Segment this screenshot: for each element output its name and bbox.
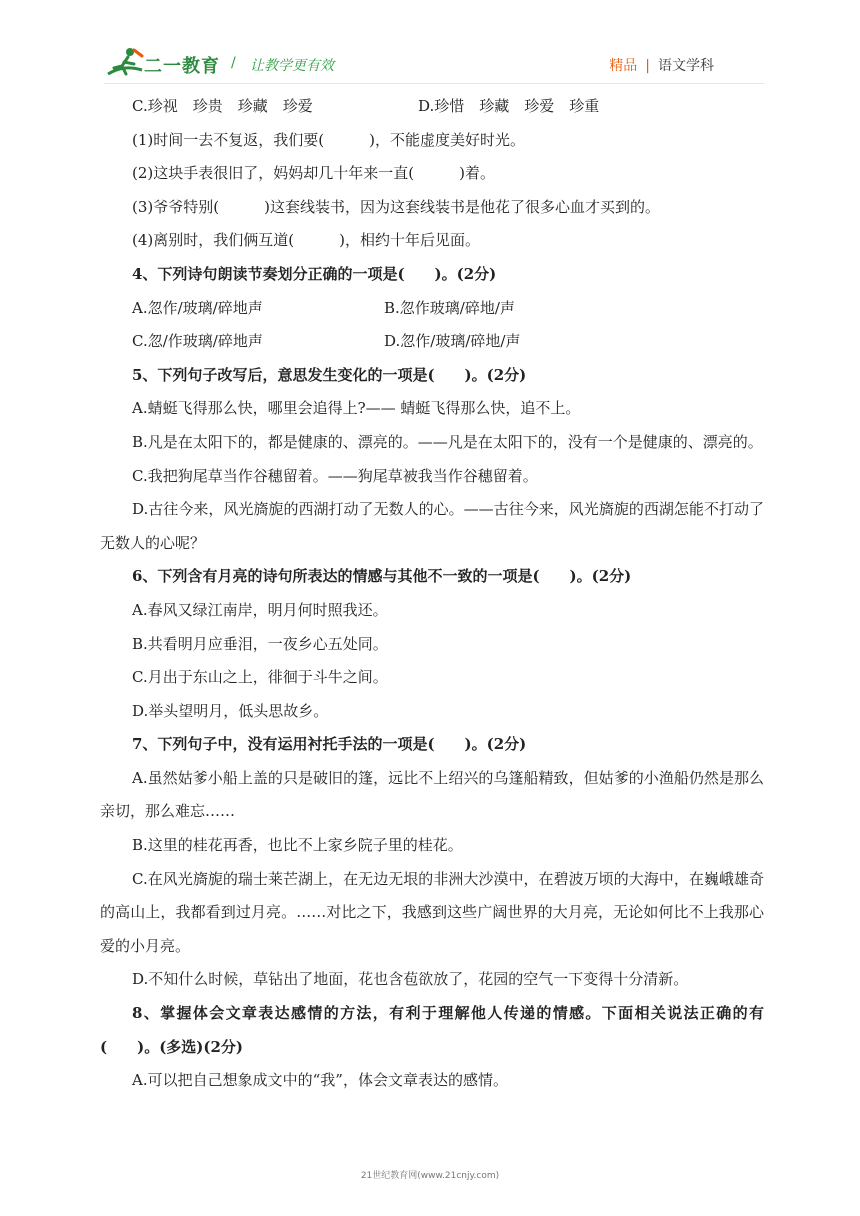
q4-options-ab [100, 292, 764, 326]
q5-option-a: A.蜻蜓飞得那么快，哪里会追得上?—— 蜻蜓飞得那么快，追不上。 [132, 399, 581, 418]
question-8: 8、掌握体会文章表达感情的方法，有利于理解他人传递的情感。下面相关说法正确的有( )。(多选)(2分) [100, 1004, 764, 1056]
blank-item-3: (3)爷爷特别( )这套线装书，因为这套线装书是他花了很多心血才买到的。 [132, 197, 660, 216]
blank-item-2: (2)这块手表很旧了，妈妈却几十年来一直( )着。 [132, 164, 495, 183]
blank-item-1: (1)时间一去不复返，我们要( )，不能虚度美好时光。 [132, 130, 525, 149]
q4-option-a: A.忽作/玻璃/碎地声 [132, 298, 263, 317]
q8-option-a: A.可以把自己想象成文中的“我”，体会文章表达的感情。 [132, 1071, 508, 1090]
exam-content [100, 90, 764, 1098]
q6-option-b: B.共看明月应垂泪，一夜乡心五处同。 [132, 634, 388, 653]
badge-quality: 精品 [609, 58, 638, 74]
header-badge [609, 55, 714, 75]
q4-option-d: D.忽作/玻璃/碎地/声 [384, 332, 521, 351]
option-row-cd [100, 90, 764, 124]
logo-text: 二一教育 [144, 56, 220, 77]
option-d: D.珍惜 珍藏 珍爱 珍重 [418, 97, 600, 115]
page-header [0, 0, 860, 90]
q5-option-b: B.凡是在太阳下的，都是健康的、漂亮的。——凡是在太阳下的，没有一个是健康的、漂亮的。 [132, 432, 763, 451]
badge-divider: | [645, 58, 650, 74]
blank-item-4: (4)离别时，我们俩互道( )，相约十年后见面。 [132, 231, 480, 250]
q5-option-c: C.我把狗尾草当作谷穗留着。——狗尾草被我当作谷穗留着。 [132, 466, 538, 485]
q6-option-d: D.举头望明月，低头思故乡。 [132, 701, 329, 720]
q4-options-cd [100, 325, 764, 359]
question-7: 7、下列句子中，没有运用衬托手法的一项是( )。(2分) [132, 735, 527, 754]
q7-option-c: C.在风光旖旎的瑞士莱芒湖上，在无边无垠的非洲大沙漠中，在碧波万顷的大海中，在巍峨雄奇的高山上，我都看到过月亮。……对比之下，我感到这些广阔世界的大月亮，无论如何比不上我那心爱的小月亮。 [100, 869, 764, 955]
q7-option-d: D.不知什么时候，草钻出了地面，花也含苞欲放了，花园的空气一下变得十分清新。 [132, 970, 689, 989]
badge-subject: 语文学科 [658, 58, 714, 74]
q7-option-b: B.这里的桂花再香，也比不上家乡院子里的桂花。 [132, 836, 463, 855]
q6-option-c: C.月出于东山之上，徘徊于斗牛之间。 [132, 668, 388, 687]
question-6: 6、下列含有月亮的诗句所表达的情感与其他不一致的一项是( )。(2分) [132, 567, 632, 586]
q5-option-d: D.古往今来，风光旖旎的西湖打动了无数人的心。——古往今来，风光旖旎的西湖怎能不打动了无数人的心呢？ [100, 500, 764, 552]
page-footer: 21世纪教育网(www.21cnjy.com) [360, 1171, 500, 1181]
q4-option-b: B.忽作玻璃/碎地/声 [384, 298, 515, 317]
question-4: 4、下列诗句朗读节奏划分正确的一项是( )。(2分) [132, 264, 497, 283]
q6-option-a: A.春风又绿江南岸，明月何时照我还。 [132, 600, 388, 619]
header-slogan: 让教学更有效 [250, 58, 334, 74]
header-divider [104, 83, 764, 84]
question-5: 5、下列句子改写后，意思发生变化的一项是( )。(2分) [132, 365, 527, 384]
header-slash: / [231, 55, 236, 71]
q4-option-c: C.忽/作玻璃/碎地声 [132, 332, 263, 351]
q7-option-a: A.虽然姑爹小船上盖的只是破旧的篷，远比不上绍兴的乌篷船精致，但姑爹的小渔船仍然是那么亲切，那么难忘…… [100, 768, 764, 821]
option-c: C.珍视 珍贵 珍藏 珍爱 [132, 97, 313, 115]
